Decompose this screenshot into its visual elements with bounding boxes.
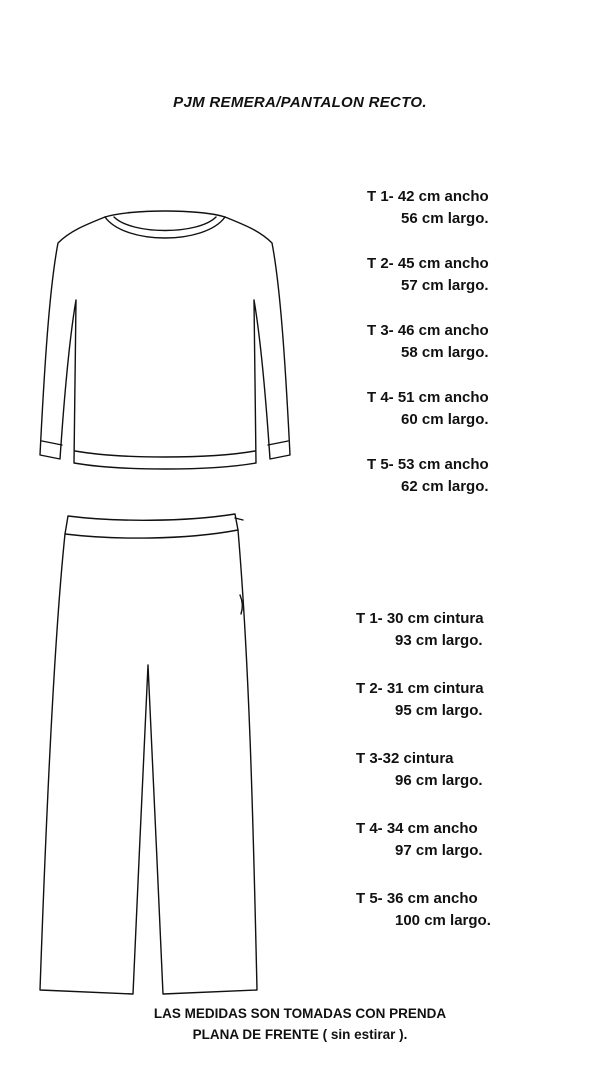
shirt-size-2-length: 57 cm largo.	[401, 277, 489, 294]
straight-pants-icon	[35, 510, 265, 1000]
pants-size-4	[356, 818, 483, 862]
shirt-size-1-width: T 1- 42 cm ancho	[367, 188, 489, 205]
shirt-size-3-length: 58 cm largo.	[401, 344, 489, 361]
pants-size-1-length: 93 cm largo.	[395, 632, 483, 649]
shirt-size-4	[367, 387, 489, 431]
pants-size-1-waist: T 1- 30 cm cintura	[356, 610, 484, 627]
pants-size-2-waist: T 2- 31 cm cintura	[356, 680, 484, 697]
shirt-size-2-width: T 2- 45 cm ancho	[367, 255, 489, 272]
pants-size-3-waist: T 3-32 cintura	[356, 750, 454, 767]
shirt-size-1-length: 56 cm largo.	[401, 210, 489, 227]
pants-size-4-width: T 4- 34 cm ancho	[356, 820, 478, 837]
measurement-note	[0, 1003, 600, 1045]
shirt-size-3	[367, 320, 489, 364]
shirt-size-4-length: 60 cm largo.	[401, 411, 489, 428]
pants-size-5	[356, 888, 491, 932]
shirt-size-5-width: T 5- 53 cm ancho	[367, 456, 489, 473]
pants-size-4-length: 97 cm largo.	[395, 842, 483, 859]
page-title: PJM REMERA/PANTALON RECTO.	[173, 94, 427, 111]
pants-size-3-length: 96 cm largo.	[395, 772, 483, 789]
long-sleeve-shirt-icon	[30, 205, 300, 480]
pants-size-5-width: T 5- 36 cm ancho	[356, 890, 478, 907]
shirt-size-4-width: T 4- 51 cm ancho	[367, 389, 489, 406]
pants-size-2	[356, 678, 484, 722]
shirt-size-5-length: 62 cm largo.	[401, 478, 489, 495]
pants-size-5-length: 100 cm largo.	[395, 912, 491, 929]
pants-size-2-length: 95 cm largo.	[395, 702, 483, 719]
shirt-size-5	[367, 454, 489, 498]
measurement-note-line-2: PLANA DE FRENTE ( sin estirar ).	[192, 1027, 408, 1042]
pants-size-1	[356, 608, 484, 652]
shirt-size-3-width: T 3- 46 cm ancho	[367, 322, 489, 339]
pants-size-3	[356, 748, 483, 792]
shirt-size-1	[367, 186, 489, 230]
measurement-note-line-1: LAS MEDIDAS SON TOMADAS CON PRENDA	[153, 1006, 447, 1021]
shirt-size-2	[367, 253, 489, 297]
